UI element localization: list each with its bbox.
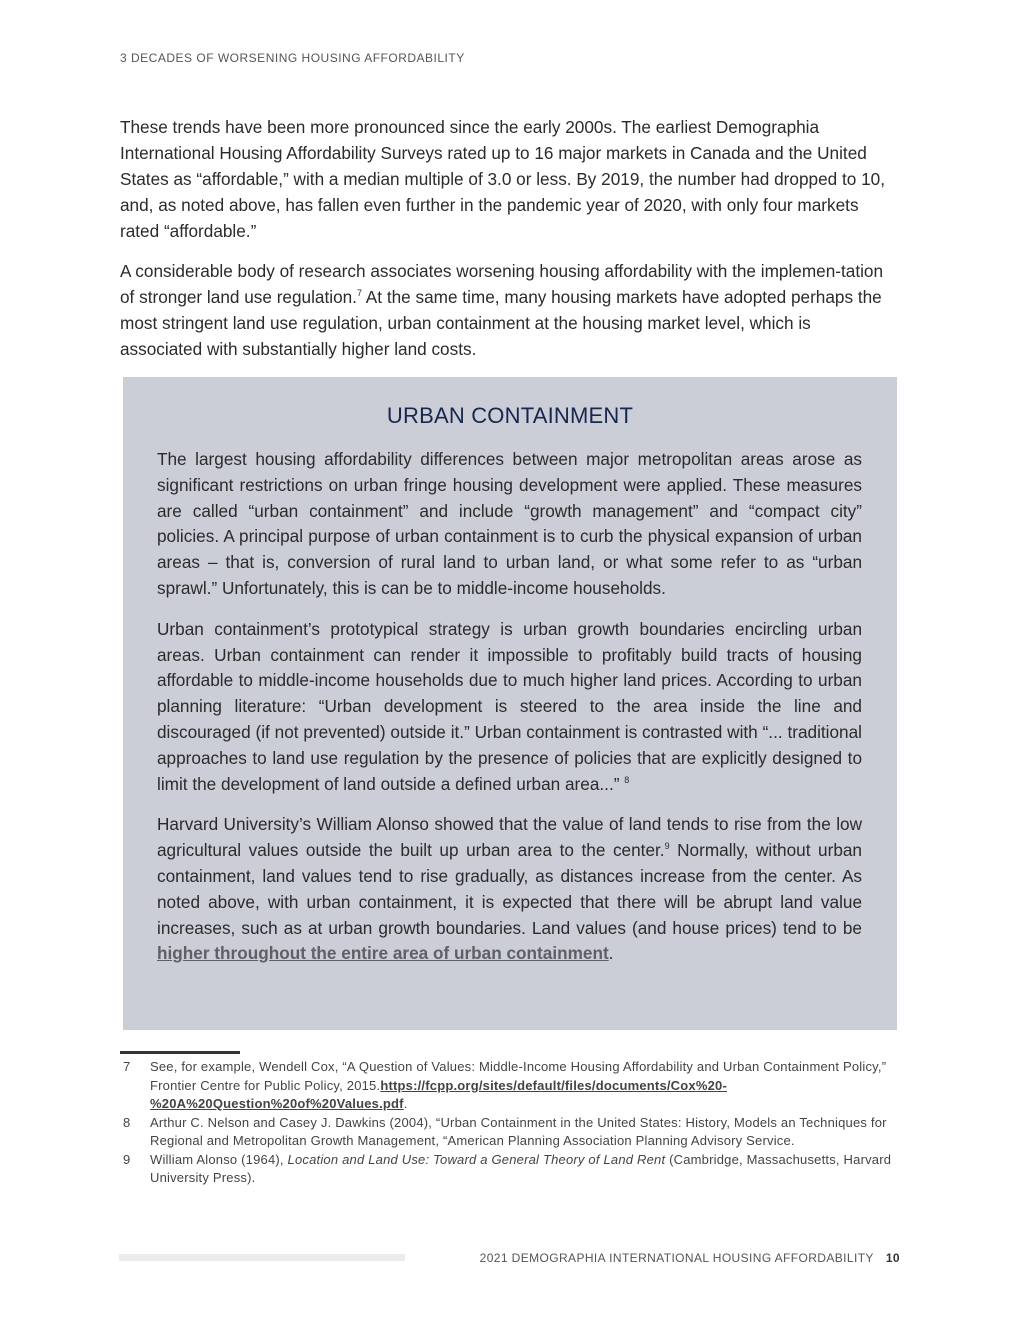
intro-section: [120, 114, 890, 376]
footnote-divider: [120, 1051, 240, 1054]
callout-body: [157, 447, 862, 982]
book-title: Location and Land Use: Toward a General Theory of Land Rent: [287, 1151, 666, 1167]
intro-paragraph-2: [120, 258, 890, 362]
intro-paragraph-1: These trends have been more pronounced since the early 2000s. The earliest Demographia International Housing Affordability Surveys rated up to 16 major markets in Canada and the United States as “affordable,” with a median multiple of 3.0 or less. By 2019, the number had dropped to 10, and, as noted above, has fallen even further in the pandemic year of 2020, with only four markets rated “affordable.”: [120, 117, 885, 241]
callout-p3-text-b: Normally, without urban containment, land values tend to rise gradually, as distances increase from the center. As noted above, with urban containment, it is expected that there will be abrupt land value increases, such as at urban growth boundaries. Land values (and house prices) tend to be: [157, 840, 862, 938]
footnote-number: 8: [123, 1114, 131, 1130]
footnote-ref-7[interactable]: 7: [356, 288, 362, 298]
fcpp-pdf-link[interactable]: https://fcpp.org/sites/default/files/documents/Cox%20-%20A%20Question%20of%20Values.pdf: [150, 1077, 727, 1111]
urban-containment-callout-box: [123, 377, 897, 1030]
footnote-number: 9: [123, 1151, 131, 1167]
footnotes-list: [120, 1058, 900, 1188]
urban-containment-link[interactable]: higher throughout the entire area of urban containment: [157, 943, 609, 964]
footnote-text: William Alonso (1964),: [150, 1151, 288, 1167]
footnote-7: [120, 1058, 900, 1114]
footnote-text: Arthur C. Nelson and Casey J. Dawkins (2004), “Urban Containment in the United States: History, Models an Techniques for Regional and Metropolitan Growth Management, “American Planning Association Planning Advisory Service.: [150, 1114, 887, 1148]
callout-p3-end: .: [608, 943, 614, 964]
footer-publication-title: 2021 DEMOGRAPHIA INTERNATIONAL HOUSING AFFORDABILITY: [479, 1251, 874, 1265]
footnote-number: 7: [123, 1059, 131, 1074]
footnote-9: [120, 1151, 900, 1188]
callout-paragraph-1: The largest housing affordability differences between major metropolitan areas arose as significant restrictions on urban fringe housing development were applied. These measures are called “urban containment” and include “growth management” and “compact city” policies. A principal purpose of urban containment is to curb the physical expansion of urban areas – that is, conversion of rural land to urban land, or what some refer to as “urban sprawl.” Unfortunately, this is can be to middle-income households.: [157, 449, 862, 598]
footnote-text-end: .: [403, 1096, 408, 1111]
callout-p2-text: Urban containment’s prototypical strategy is urban growth boundaries encircling urban areas. Urban containment can render it impossible to profitably build tracts of housing affordable to middle-income households due to much higher land prices. According to urban planning literature: “Urban development is steered to the area inside the line and discouraged (if not prevented) outside it.” Urban containment is contrasted with “... traditional approaches to land use regulation by the presence of policies that are explicitly designed to limit the development of land outside a defined urban area...”: [157, 618, 862, 794]
page-number: 10: [885, 1251, 900, 1265]
callout-p3-text-a: Harvard University’s William Alonso showed that the value of land tends to rise from the low agricultural values outside the built up urban area to the center.: [157, 814, 862, 861]
running-header: 3 DECADES OF WORSENING HOUSING AFFORDABILITY: [120, 51, 465, 65]
footnote-8: [120, 1114, 900, 1151]
callout-title: URBAN CONTAINMENT: [386, 403, 634, 428]
intro-p2-text-b: At the same time, many housing markets have adopted perhaps the most stringent land use regulation, urban containment at the housing market level, which is associated with substantially higher land costs.: [120, 287, 882, 359]
callout-paragraph-3: [157, 812, 862, 967]
page-footer: [480, 1251, 900, 1265]
footnote-ref-9[interactable]: 9: [664, 841, 670, 852]
footnote-text: See, for example, Wendell Cox, “A Question of Values: Middle-Income Housing Affordability and Urban Containment Policy,” Frontier Centre for Public Policy, 2015.: [150, 1059, 887, 1093]
intro-p2-text-a: A considerable body of research associates worsening housing affordability with the implemen-tation of stronger land use regulation.: [120, 261, 884, 307]
callout-paragraph-2: [157, 617, 862, 798]
footnote-text-end: (Cambridge, Massachusetts, Harvard University Press).: [150, 1151, 892, 1185]
footnote-ref-8[interactable]: 8: [624, 774, 630, 785]
footer-decorative-bar: [119, 1254, 405, 1261]
